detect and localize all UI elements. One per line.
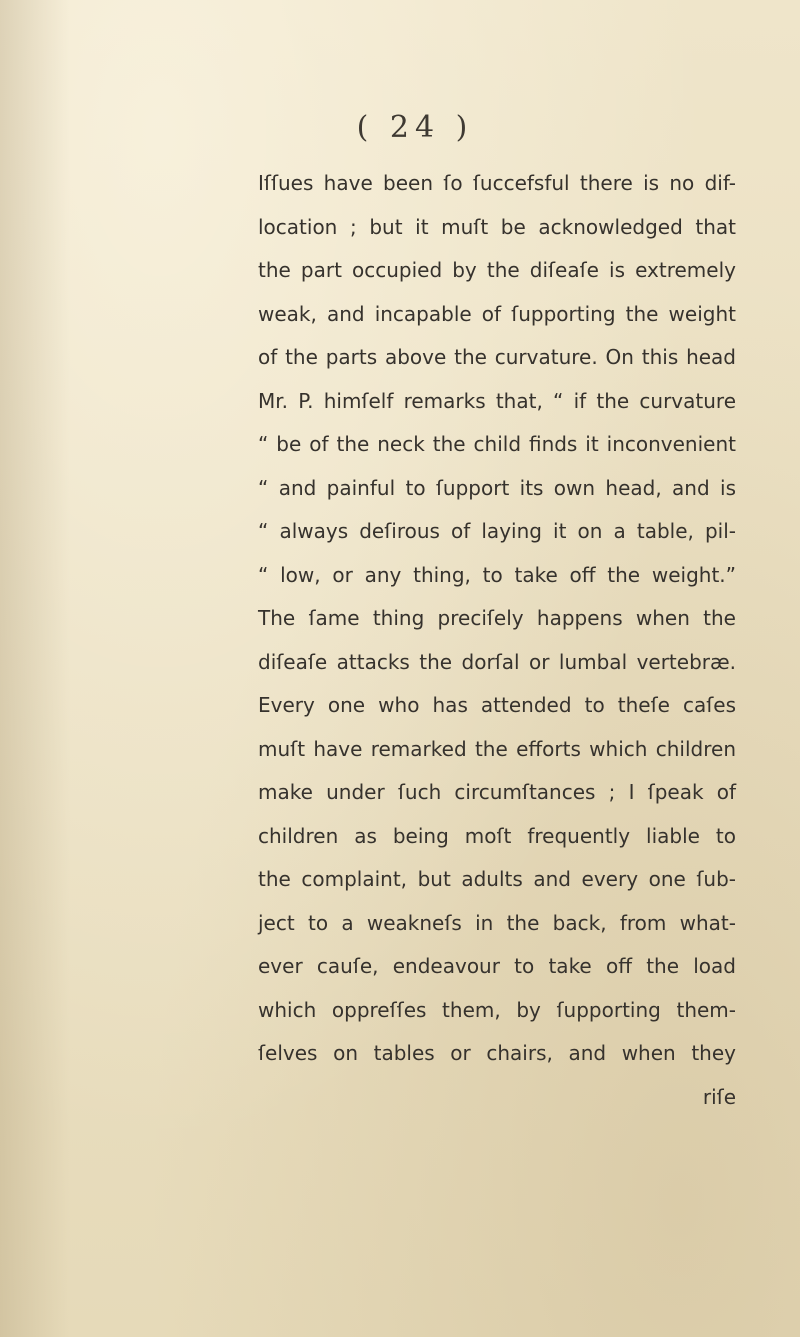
- catchword: riſe: [702, 1084, 736, 1109]
- text-line: make under ſuch circumſtances ; I ſpeak of: [258, 780, 736, 804]
- text-line: “ low, or any thing, to take off the weight.”: [258, 562, 736, 587]
- text-line: The ſame thing preciſely happens when the: [258, 606, 736, 630]
- text-line: the part occupied by the diſeaſe is extremely: [258, 258, 736, 282]
- text-line: the complaint, but adults and every one ſub-: [258, 867, 736, 891]
- text-line: ject to a weakneſs in the back, from what-: [258, 910, 736, 935]
- text-line: of the parts above the curvature. On this head: [258, 345, 736, 369]
- page-number: ( 24 ): [356, 110, 474, 145]
- text-line: Every one who has attended to theſe caſes: [258, 693, 736, 717]
- text-line: location ; but it muſt be acknowledged that: [258, 214, 736, 239]
- text-line: children as being moſt frequently liable to: [258, 823, 736, 848]
- text-line: which oppreſſes them, by ſupporting them-: [258, 997, 736, 1022]
- text-line: weak, and incapable of ſupporting the weight: [258, 301, 736, 326]
- spine-shadow: [0, 0, 70, 1337]
- text-line: “ always deſirous of laying it on a table, pil-: [258, 519, 736, 543]
- text-line: ſelves on tables or chairs, and when they: [258, 1041, 736, 1065]
- text-line: Mr. P. himſelf remarks that, “ if the curvature: [258, 388, 736, 413]
- text-line: “ and painful to ſupport its own head, and is: [258, 475, 736, 500]
- text-line: “ be of the neck the child finds it inconvenient: [258, 432, 736, 456]
- text-line: Iſſues have been ſo ſuccefsful there is no dif-: [258, 171, 736, 195]
- text-line: diſeaſe attacks the dorſal or lumbal vertebræ.: [258, 649, 736, 674]
- text-line: ever cauſe, endeavour to take off the load: [258, 954, 736, 978]
- body-text: [258, 162, 736, 1119]
- text-line: muſt have remarked the efforts which children: [258, 736, 736, 761]
